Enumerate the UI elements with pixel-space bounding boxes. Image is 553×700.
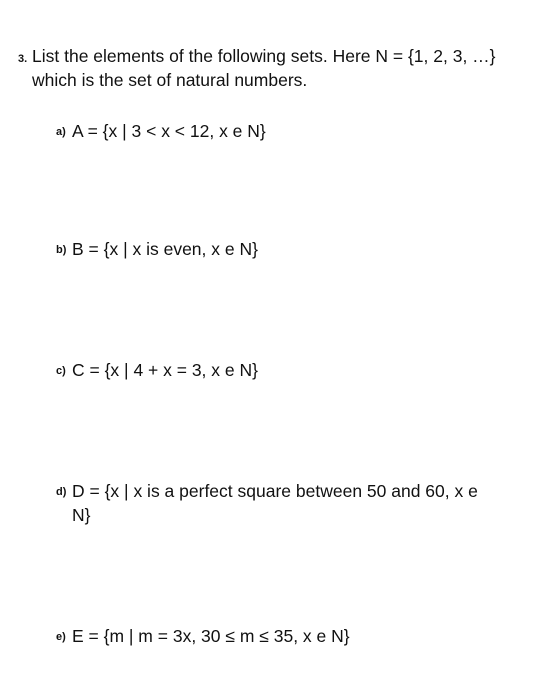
question-prompt: List the elements of the following sets. Here N = {1, 2, 3, …} which is the set of natural numbers. (32, 46, 496, 90)
part-a (56, 119, 506, 143)
part-text-d: D = {x | x is a perfect square between 50 and 60, x e N} (72, 481, 478, 525)
part-label-e: e) (56, 631, 66, 643)
part-label-a: a) (56, 126, 66, 138)
part-text-b: B = {x | x is even, x e N} (72, 239, 258, 259)
question-number: 3. (18, 53, 28, 65)
part-label-d: d) (56, 486, 67, 498)
part-d (56, 479, 506, 527)
part-c (56, 358, 506, 382)
part-label-c: c) (56, 365, 66, 377)
part-label-b: b) (56, 244, 67, 256)
part-text-c: C = {x | 4 + x = 3, x e N} (72, 360, 258, 380)
question-3 (18, 44, 528, 92)
part-text-a: A = {x | 3 < x < 12, x e N} (72, 121, 266, 141)
part-b (56, 237, 506, 261)
part-e (56, 624, 506, 648)
part-text-e: E = {m | m = 3x, 30 ≤ m ≤ 35, x e N} (72, 626, 350, 646)
